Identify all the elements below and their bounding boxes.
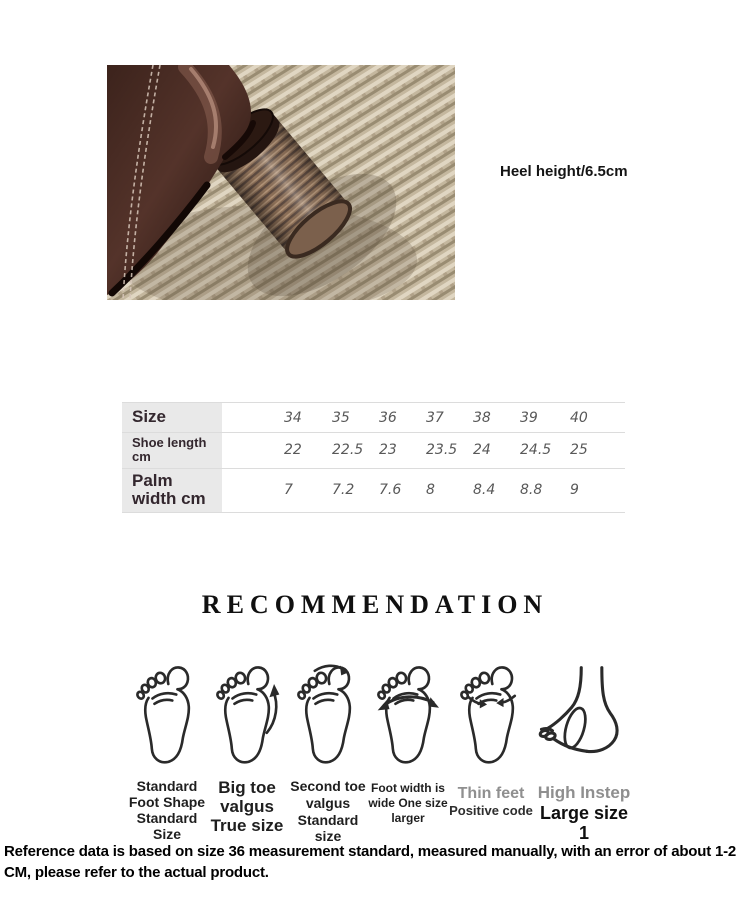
width-value: 7.6 (379, 482, 402, 499)
recommendation-item-label: Standard Foot Shape Standard Size (128, 778, 206, 843)
recommendation-item-label: Second toe valgus Standard size (290, 778, 366, 845)
size-value: 38 (473, 409, 491, 426)
size-value: 40 (570, 409, 588, 426)
recommendation-item-wide-foot (368, 661, 448, 826)
shoe-heel-photo (107, 65, 455, 300)
recommendation-item-big-toe-valgus (206, 661, 288, 835)
width-value: 7 (284, 482, 293, 499)
reference-note: Reference data is based on size 36 measurement standard, measured manually, with an error of about 1-2 CM, please refer to the actual product. (4, 843, 737, 881)
length-value: 22.5 (332, 442, 364, 459)
recommendation-item-label: Foot width is wide One size larger (368, 781, 448, 825)
size-value: 37 (426, 409, 444, 426)
size-chart-table (122, 402, 625, 513)
row-label-size: Size (122, 403, 222, 433)
row-label-palm-width: Palm width cm (122, 468, 222, 512)
recommendation-item-high-instep (534, 661, 634, 844)
length-value: 25 (570, 442, 588, 459)
recommendation-item-second-toe-valgus (288, 661, 368, 845)
table-row-size (122, 403, 625, 433)
width-value: 8 (426, 482, 435, 499)
length-value: 24 (473, 442, 491, 459)
recommendation-item-label: Thin feet Positive code (449, 785, 533, 819)
length-value: 23 (379, 442, 397, 459)
size-value: 34 (284, 409, 302, 426)
foot-thin-icon (458, 661, 524, 773)
length-value: 23.5 (426, 442, 458, 459)
length-value: 24.5 (520, 442, 552, 459)
width-value: 8.4 (473, 482, 496, 499)
recommendation-item-label: Big toe valgus True size (210, 778, 284, 836)
recommendation-item-thin-feet (448, 661, 534, 819)
foot-high-instep-icon (536, 661, 632, 773)
width-value: 9 (570, 482, 579, 499)
recommendation-item-standard (128, 661, 206, 842)
heel-height-label: Heel height/6.5cm (500, 163, 628, 180)
foot-second-toe-valgus-icon (295, 661, 361, 773)
size-value: 36 (379, 409, 397, 426)
size-value: 35 (332, 409, 350, 426)
foot-standard-icon (134, 661, 200, 773)
table-row-shoe-length (122, 433, 625, 469)
width-value: 8.8 (520, 482, 543, 499)
recommendation-item-label: High Instep Large size 1 (537, 783, 631, 844)
foot-wide-icon (375, 661, 441, 773)
size-value: 39 (520, 409, 538, 426)
table-row-palm-width (122, 468, 625, 512)
recommendation-items (128, 661, 634, 845)
length-value: 22 (284, 442, 302, 459)
product-photo (107, 65, 455, 300)
width-value: 7.2 (332, 482, 355, 499)
row-label-shoe-length: Shoe length cm (122, 433, 222, 469)
foot-big-toe-valgus-icon (214, 661, 280, 773)
recommendation-title: RECOMMENDATION (201, 590, 549, 619)
